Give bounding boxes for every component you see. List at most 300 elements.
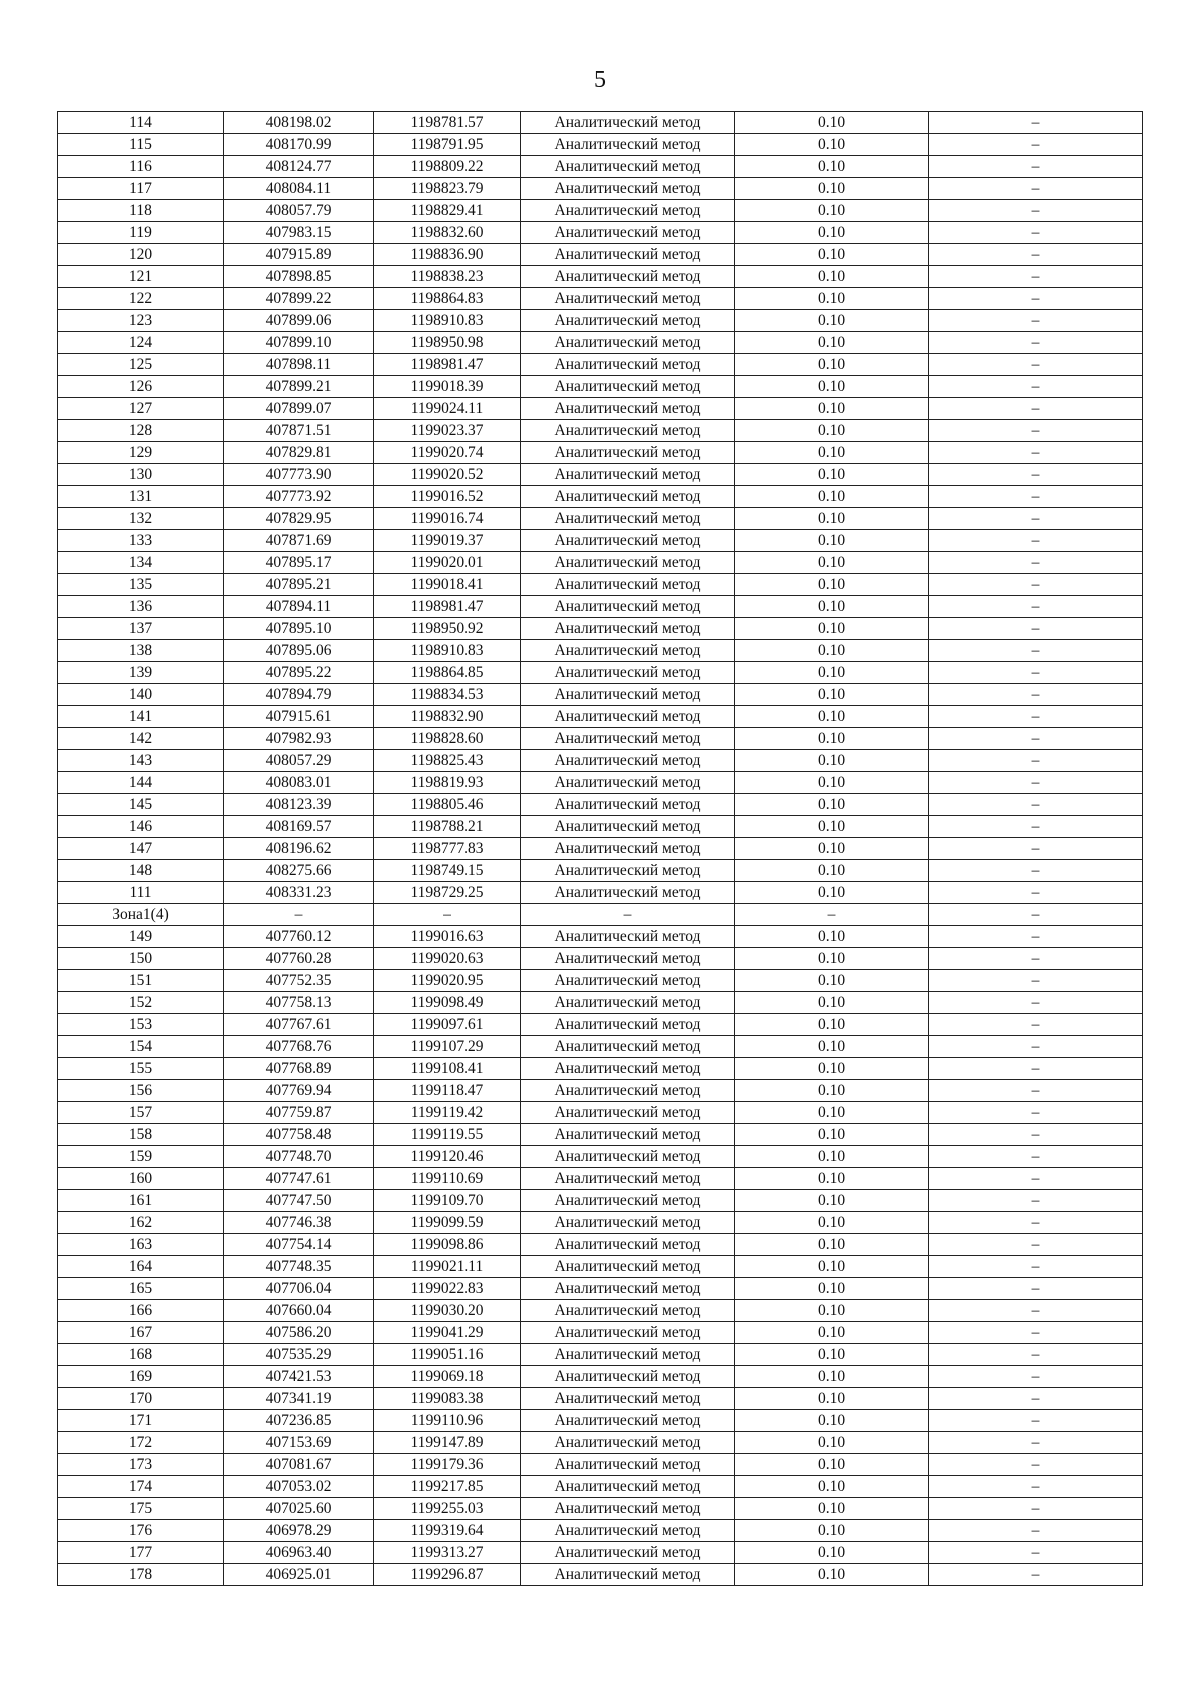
accuracy-cell: 0.10: [735, 1256, 929, 1278]
point-number-cell: 152: [58, 992, 224, 1014]
x-coordinate-cell: 407768.76: [224, 1036, 374, 1058]
x-coordinate-cell: 407915.89: [224, 244, 374, 266]
description-cell: –: [929, 1146, 1143, 1168]
accuracy-cell: 0.10: [735, 1036, 929, 1058]
accuracy-cell: 0.10: [735, 156, 929, 178]
table-row: [58, 332, 1143, 354]
x-coordinate-cell: 408057.29: [224, 750, 374, 772]
accuracy-cell: 0.10: [735, 1278, 929, 1300]
table-row: [58, 948, 1143, 970]
x-coordinate-cell: 407768.89: [224, 1058, 374, 1080]
x-coordinate-cell: 407706.04: [224, 1278, 374, 1300]
accuracy-cell: 0.10: [735, 222, 929, 244]
y-coordinate-cell: 1199119.42: [374, 1102, 521, 1124]
table-row: [58, 508, 1143, 530]
method-cell: Аналитический метод: [521, 728, 735, 750]
description-cell: –: [929, 178, 1143, 200]
method-cell: Аналитический метод: [521, 288, 735, 310]
accuracy-cell: 0.10: [735, 1388, 929, 1410]
point-number-cell: 114: [58, 112, 224, 134]
point-number-cell: 128: [58, 420, 224, 442]
description-cell: –: [929, 1080, 1143, 1102]
x-coordinate-cell: 407660.04: [224, 1300, 374, 1322]
x-coordinate-cell: 407081.67: [224, 1454, 374, 1476]
description-cell: –: [929, 860, 1143, 882]
table-row: [58, 398, 1143, 420]
method-cell: Аналитический метод: [521, 750, 735, 772]
point-number-cell: 161: [58, 1190, 224, 1212]
description-cell: –: [929, 552, 1143, 574]
point-number-cell: 116: [58, 156, 224, 178]
y-coordinate-cell: 1199099.59: [374, 1212, 521, 1234]
y-coordinate-cell: 1199023.37: [374, 420, 521, 442]
table-row: [58, 1432, 1143, 1454]
description-cell: –: [929, 464, 1143, 486]
x-coordinate-cell: 408169.57: [224, 816, 374, 838]
method-cell: Аналитический метод: [521, 926, 735, 948]
y-coordinate-cell: 1198828.60: [374, 728, 521, 750]
x-coordinate-cell: 406978.29: [224, 1520, 374, 1542]
table-row: [58, 530, 1143, 552]
table-row: [58, 1322, 1143, 1344]
point-number-cell: 124: [58, 332, 224, 354]
x-coordinate-cell: 407915.61: [224, 706, 374, 728]
table-row: [58, 574, 1143, 596]
point-number-cell: 111: [58, 882, 224, 904]
accuracy-cell: 0.10: [735, 1146, 929, 1168]
x-coordinate-cell: 408083.01: [224, 772, 374, 794]
y-coordinate-cell: –: [374, 904, 521, 926]
point-number-cell: 141: [58, 706, 224, 728]
y-coordinate-cell: 1199296.87: [374, 1564, 521, 1586]
accuracy-cell: 0.10: [735, 706, 929, 728]
description-cell: –: [929, 596, 1143, 618]
point-number-cell: 154: [58, 1036, 224, 1058]
table-row: [58, 310, 1143, 332]
x-coordinate-cell: 407773.92: [224, 486, 374, 508]
point-number-cell: 165: [58, 1278, 224, 1300]
method-cell: Аналитический метод: [521, 398, 735, 420]
x-coordinate-cell: 407894.79: [224, 684, 374, 706]
description-cell: –: [929, 1432, 1143, 1454]
point-number-cell: 145: [58, 794, 224, 816]
method-cell: Аналитический метод: [521, 1146, 735, 1168]
y-coordinate-cell: 1199147.89: [374, 1432, 521, 1454]
method-cell: Аналитический метод: [521, 1476, 735, 1498]
x-coordinate-cell: 407586.20: [224, 1322, 374, 1344]
accuracy-cell: 0.10: [735, 200, 929, 222]
accuracy-cell: 0.10: [735, 1366, 929, 1388]
table-row: [58, 1454, 1143, 1476]
accuracy-cell: 0.10: [735, 354, 929, 376]
y-coordinate-cell: 1199020.95: [374, 970, 521, 992]
y-coordinate-cell: 1199179.36: [374, 1454, 521, 1476]
description-cell: –: [929, 1102, 1143, 1124]
x-coordinate-cell: 407758.48: [224, 1124, 374, 1146]
x-coordinate-cell: 406925.01: [224, 1564, 374, 1586]
x-coordinate-cell: 407773.90: [224, 464, 374, 486]
method-cell: Аналитический метод: [521, 1410, 735, 1432]
method-cell: Аналитический метод: [521, 596, 735, 618]
point-number-cell: 138: [58, 640, 224, 662]
y-coordinate-cell: 1199030.20: [374, 1300, 521, 1322]
accuracy-cell: 0.10: [735, 530, 929, 552]
method-cell: Аналитический метод: [521, 420, 735, 442]
x-coordinate-cell: 407895.17: [224, 552, 374, 574]
accuracy-cell: 0.10: [735, 860, 929, 882]
accuracy-cell: 0.10: [735, 1168, 929, 1190]
accuracy-cell: 0.10: [735, 398, 929, 420]
y-coordinate-cell: 1198823.79: [374, 178, 521, 200]
method-cell: Аналитический метод: [521, 860, 735, 882]
point-number-cell: 119: [58, 222, 224, 244]
table-row: [58, 464, 1143, 486]
table-row: [58, 1234, 1143, 1256]
method-cell: Аналитический метод: [521, 1322, 735, 1344]
accuracy-cell: 0.10: [735, 992, 929, 1014]
y-coordinate-cell: 1198838.23: [374, 266, 521, 288]
table-row: [58, 618, 1143, 640]
accuracy-cell: 0.10: [735, 882, 929, 904]
accuracy-cell: 0.10: [735, 1234, 929, 1256]
point-number-cell: 127: [58, 398, 224, 420]
y-coordinate-cell: 1198981.47: [374, 596, 521, 618]
table-row: [58, 1080, 1143, 1102]
description-cell: –: [929, 1300, 1143, 1322]
accuracy-cell: 0.10: [735, 728, 929, 750]
x-coordinate-cell: 407752.35: [224, 970, 374, 992]
accuracy-cell: 0.10: [735, 288, 929, 310]
accuracy-cell: 0.10: [735, 486, 929, 508]
table-row: [58, 838, 1143, 860]
point-number-cell: 177: [58, 1542, 224, 1564]
accuracy-cell: 0.10: [735, 1454, 929, 1476]
method-cell: Аналитический метод: [521, 1300, 735, 1322]
x-coordinate-cell: 407535.29: [224, 1344, 374, 1366]
description-cell: –: [929, 816, 1143, 838]
method-cell: Аналитический метод: [521, 640, 735, 662]
table-row: [58, 926, 1143, 948]
method-cell: Аналитический метод: [521, 1256, 735, 1278]
y-coordinate-cell: 1199109.70: [374, 1190, 521, 1212]
description-cell: –: [929, 332, 1143, 354]
description-cell: –: [929, 882, 1143, 904]
table-row: [58, 1256, 1143, 1278]
y-coordinate-cell: 1199083.38: [374, 1388, 521, 1410]
x-coordinate-cell: 408198.02: [224, 112, 374, 134]
point-number-cell: 123: [58, 310, 224, 332]
table-row: [58, 156, 1143, 178]
point-number-cell: Зона1(4): [58, 904, 224, 926]
x-coordinate-cell: 408196.62: [224, 838, 374, 860]
accuracy-cell: 0.10: [735, 508, 929, 530]
x-coordinate-cell: 407746.38: [224, 1212, 374, 1234]
description-cell: –: [929, 1014, 1143, 1036]
table-row: [58, 1146, 1143, 1168]
table-row: [58, 662, 1143, 684]
method-cell: Аналитический метод: [521, 530, 735, 552]
x-coordinate-cell: 407899.10: [224, 332, 374, 354]
method-cell: Аналитический метод: [521, 1058, 735, 1080]
point-number-cell: 126: [58, 376, 224, 398]
description-cell: –: [929, 1564, 1143, 1586]
y-coordinate-cell: 1199107.29: [374, 1036, 521, 1058]
x-coordinate-cell: 406963.40: [224, 1542, 374, 1564]
x-coordinate-cell: 407895.21: [224, 574, 374, 596]
method-cell: Аналитический метод: [521, 1102, 735, 1124]
y-coordinate-cell: 1199097.61: [374, 1014, 521, 1036]
y-coordinate-cell: 1199118.47: [374, 1080, 521, 1102]
method-cell: Аналитический метод: [521, 1366, 735, 1388]
method-cell: Аналитический метод: [521, 464, 735, 486]
description-cell: –: [929, 508, 1143, 530]
method-cell: Аналитический метод: [521, 1080, 735, 1102]
point-number-cell: 166: [58, 1300, 224, 1322]
method-cell: Аналитический метод: [521, 772, 735, 794]
description-cell: –: [929, 530, 1143, 552]
method-cell: Аналитический метод: [521, 354, 735, 376]
accuracy-cell: 0.10: [735, 1410, 929, 1432]
table-row: [58, 1542, 1143, 1564]
y-coordinate-cell: 1199255.03: [374, 1498, 521, 1520]
description-cell: –: [929, 1190, 1143, 1212]
description-cell: –: [929, 200, 1143, 222]
y-coordinate-cell: 1198791.95: [374, 134, 521, 156]
table-row: [58, 1190, 1143, 1212]
x-coordinate-cell: 407767.61: [224, 1014, 374, 1036]
point-number-cell: 148: [58, 860, 224, 882]
accuracy-cell: 0.10: [735, 662, 929, 684]
table-row: [58, 1212, 1143, 1234]
description-cell: –: [929, 156, 1143, 178]
description-cell: –: [929, 838, 1143, 860]
description-cell: –: [929, 1410, 1143, 1432]
x-coordinate-cell: –: [224, 904, 374, 926]
method-cell: Аналитический метод: [521, 838, 735, 860]
method-cell: Аналитический метод: [521, 1234, 735, 1256]
point-number-cell: 167: [58, 1322, 224, 1344]
table-row: [58, 728, 1143, 750]
method-cell: Аналитический метод: [521, 618, 735, 640]
accuracy-cell: 0.10: [735, 596, 929, 618]
point-number-cell: 133: [58, 530, 224, 552]
y-coordinate-cell: 1198832.90: [374, 706, 521, 728]
y-coordinate-cell: 1198781.57: [374, 112, 521, 134]
accuracy-cell: 0.10: [735, 838, 929, 860]
point-number-cell: 122: [58, 288, 224, 310]
method-cell: Аналитический метод: [521, 1036, 735, 1058]
table-row: [58, 200, 1143, 222]
y-coordinate-cell: 1199120.46: [374, 1146, 521, 1168]
method-cell: Аналитический метод: [521, 1520, 735, 1542]
accuracy-cell: 0.10: [735, 1102, 929, 1124]
point-number-cell: 172: [58, 1432, 224, 1454]
accuracy-cell: 0.10: [735, 376, 929, 398]
method-cell: Аналитический метод: [521, 794, 735, 816]
accuracy-cell: 0.10: [735, 1212, 929, 1234]
accuracy-cell: 0.10: [735, 244, 929, 266]
y-coordinate-cell: 1199016.63: [374, 926, 521, 948]
point-number-cell: 136: [58, 596, 224, 618]
accuracy-cell: 0.10: [735, 552, 929, 574]
table-row: [58, 1520, 1143, 1542]
point-number-cell: 169: [58, 1366, 224, 1388]
accuracy-cell: 0.10: [735, 310, 929, 332]
description-cell: –: [929, 1058, 1143, 1080]
accuracy-cell: 0.10: [735, 1344, 929, 1366]
description-cell: –: [929, 706, 1143, 728]
x-coordinate-cell: 407829.95: [224, 508, 374, 530]
point-number-cell: 139: [58, 662, 224, 684]
accuracy-cell: 0.10: [735, 926, 929, 948]
description-cell: –: [929, 222, 1143, 244]
description-cell: –: [929, 1278, 1143, 1300]
accuracy-cell: –: [735, 904, 929, 926]
table-row: [58, 1168, 1143, 1190]
accuracy-cell: 0.10: [735, 948, 929, 970]
y-coordinate-cell: 1198836.90: [374, 244, 521, 266]
method-cell: Аналитический метод: [521, 706, 735, 728]
accuracy-cell: 0.10: [735, 1322, 929, 1344]
y-coordinate-cell: 1199024.11: [374, 398, 521, 420]
description-cell: –: [929, 926, 1143, 948]
x-coordinate-cell: 407899.22: [224, 288, 374, 310]
x-coordinate-cell: 407053.02: [224, 1476, 374, 1498]
method-cell: Аналитический метод: [521, 376, 735, 398]
description-cell: –: [929, 640, 1143, 662]
description-cell: –: [929, 772, 1143, 794]
point-number-cell: 134: [58, 552, 224, 574]
x-coordinate-cell: 407153.69: [224, 1432, 374, 1454]
y-coordinate-cell: 1199020.63: [374, 948, 521, 970]
description-cell: –: [929, 1344, 1143, 1366]
y-coordinate-cell: 1198805.46: [374, 794, 521, 816]
point-number-cell: 140: [58, 684, 224, 706]
accuracy-cell: 0.10: [735, 332, 929, 354]
y-coordinate-cell: 1198809.22: [374, 156, 521, 178]
x-coordinate-cell: 407341.19: [224, 1388, 374, 1410]
accuracy-cell: 0.10: [735, 1432, 929, 1454]
point-number-cell: 164: [58, 1256, 224, 1278]
point-number-cell: 153: [58, 1014, 224, 1036]
table-row: [58, 288, 1143, 310]
method-cell: Аналитический метод: [521, 1190, 735, 1212]
description-cell: –: [929, 398, 1143, 420]
table-row: [58, 1036, 1143, 1058]
accuracy-cell: 0.10: [735, 1080, 929, 1102]
y-coordinate-cell: 1199020.52: [374, 464, 521, 486]
x-coordinate-cell: 407758.13: [224, 992, 374, 1014]
description-cell: –: [929, 1124, 1143, 1146]
description-cell: –: [929, 266, 1143, 288]
table-row: [58, 1014, 1143, 1036]
table-row: [58, 772, 1143, 794]
point-number-cell: 170: [58, 1388, 224, 1410]
x-coordinate-cell: 407898.85: [224, 266, 374, 288]
point-number-cell: 160: [58, 1168, 224, 1190]
accuracy-cell: 0.10: [735, 1476, 929, 1498]
method-cell: Аналитический метод: [521, 112, 735, 134]
x-coordinate-cell: 408331.23: [224, 882, 374, 904]
description-cell: –: [929, 1498, 1143, 1520]
y-coordinate-cell: 1199313.27: [374, 1542, 521, 1564]
accuracy-cell: 0.10: [735, 266, 929, 288]
method-cell: Аналитический метод: [521, 1014, 735, 1036]
method-cell: Аналитический метод: [521, 134, 735, 156]
description-cell: –: [929, 618, 1143, 640]
method-cell: Аналитический метод: [521, 508, 735, 530]
description-cell: –: [929, 1234, 1143, 1256]
description-cell: –: [929, 376, 1143, 398]
point-number-cell: 159: [58, 1146, 224, 1168]
y-coordinate-cell: 1199020.74: [374, 442, 521, 464]
point-number-cell: 171: [58, 1410, 224, 1432]
accuracy-cell: 0.10: [735, 1300, 929, 1322]
table-row: [58, 486, 1143, 508]
y-coordinate-cell: 1199119.55: [374, 1124, 521, 1146]
table-row: [58, 1498, 1143, 1520]
accuracy-cell: 0.10: [735, 1124, 929, 1146]
x-coordinate-cell: 407895.10: [224, 618, 374, 640]
table-row: [58, 1564, 1143, 1586]
description-cell: –: [929, 750, 1143, 772]
method-cell: Аналитический метод: [521, 1212, 735, 1234]
point-number-cell: 175: [58, 1498, 224, 1520]
table-row: [58, 1410, 1143, 1432]
y-coordinate-cell: 1199021.11: [374, 1256, 521, 1278]
x-coordinate-cell: 407747.50: [224, 1190, 374, 1212]
point-number-cell: 162: [58, 1212, 224, 1234]
x-coordinate-cell: 407898.11: [224, 354, 374, 376]
point-number-cell: 158: [58, 1124, 224, 1146]
accuracy-cell: 0.10: [735, 134, 929, 156]
x-coordinate-cell: 407871.51: [224, 420, 374, 442]
point-number-cell: 131: [58, 486, 224, 508]
method-cell: Аналитический метод: [521, 1432, 735, 1454]
table-row: [58, 222, 1143, 244]
description-cell: –: [929, 948, 1143, 970]
accuracy-cell: 0.10: [735, 1542, 929, 1564]
x-coordinate-cell: 407983.15: [224, 222, 374, 244]
y-coordinate-cell: 1198749.15: [374, 860, 521, 882]
description-cell: –: [929, 574, 1143, 596]
table-row: [58, 970, 1143, 992]
point-number-cell: 163: [58, 1234, 224, 1256]
accuracy-cell: 0.10: [735, 684, 929, 706]
accuracy-cell: 0.10: [735, 1014, 929, 1036]
point-number-cell: 178: [58, 1564, 224, 1586]
point-number-cell: 150: [58, 948, 224, 970]
y-coordinate-cell: 1198832.60: [374, 222, 521, 244]
x-coordinate-cell: 407421.53: [224, 1366, 374, 1388]
point-number-cell: 156: [58, 1080, 224, 1102]
y-coordinate-cell: 1198864.83: [374, 288, 521, 310]
accuracy-cell: 0.10: [735, 750, 929, 772]
x-coordinate-cell: 407754.14: [224, 1234, 374, 1256]
table-row: [58, 992, 1143, 1014]
table-row: [58, 266, 1143, 288]
y-coordinate-cell: 1198981.47: [374, 354, 521, 376]
x-coordinate-cell: 407871.69: [224, 530, 374, 552]
y-coordinate-cell: 1198950.98: [374, 332, 521, 354]
y-coordinate-cell: 1199018.39: [374, 376, 521, 398]
table-row: [58, 750, 1143, 772]
point-number-cell: 137: [58, 618, 224, 640]
point-number-cell: 130: [58, 464, 224, 486]
coordinates-table-body: [58, 112, 1143, 1586]
method-cell: Аналитический метод: [521, 1124, 735, 1146]
x-coordinate-cell: 407982.93: [224, 728, 374, 750]
